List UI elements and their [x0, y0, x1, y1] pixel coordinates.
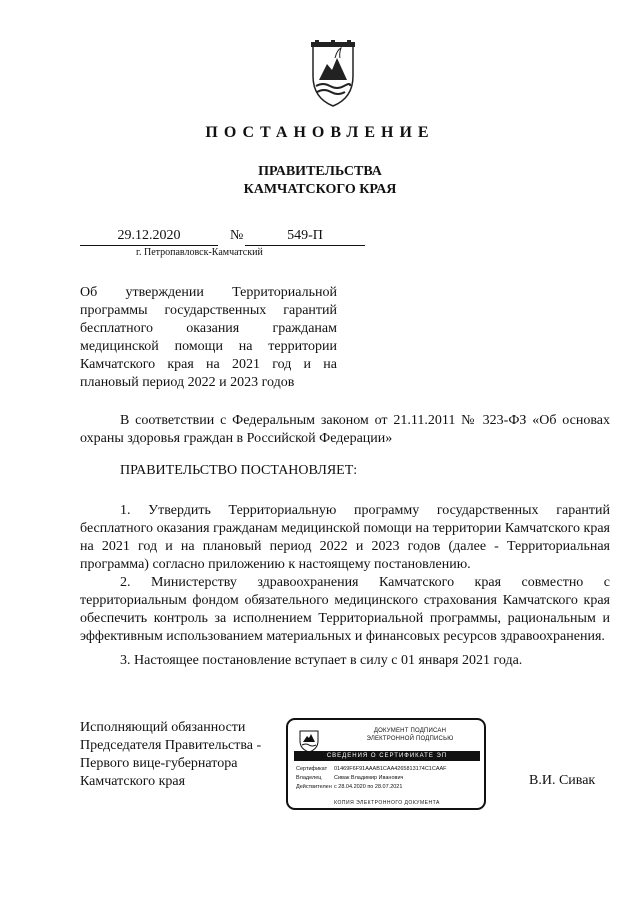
clause-1-paragraph: 1. Утвердить Территориальную программу государственных гарантий бесплатного оказания гражданам медицинской помощи на территории Камчатского края на 2021 год и на плановый период 2022 и 2023 годов (далее - Территориальная программа) согласно приложению к настоящему постановлению. [80, 503, 610, 572]
stamp-footer: КОПИЯ ЭЛЕКТРОННОГО ДОКУМЕНТА [334, 800, 440, 806]
stamp-header-line-1: ДОКУМЕНТ ПОДПИСАН [373, 728, 447, 734]
signatory-title-line-2: Председателя Правительства - [80, 738, 262, 753]
stamp-header-line-2: ЭЛЕКТРОННОЙ ПОДПИСЬЮ [366, 736, 454, 742]
signatory-title-line-4: Камчатского края [80, 774, 186, 789]
stamp-header [340, 727, 480, 743]
certificate-row [296, 766, 447, 773]
signatory-title-line-3: Первого вице-губернатора [80, 756, 238, 771]
owner-value: Сивак Владимир Иванович [334, 775, 404, 781]
document-subject: Об утверждении Территориальной программы государственных гарантий бесплатного оказания гражданам медицинской помощи на территории Камчатского края на 2021 год и на плановый период 2022 и 2023 годов [80, 285, 337, 390]
owner-row [296, 775, 403, 782]
issuer-line-2: КАМЧАТСКОГО КРАЯ [243, 182, 397, 197]
document-number: 549-П [245, 228, 365, 246]
issue-place: г. Петропавловск-Камчатский [136, 247, 263, 258]
certificate-label: Сертификат [296, 766, 328, 772]
certificate-info-bar: СВЕДЕНИЯ О СЕРТИФИКАТЕ ЭП [294, 751, 480, 761]
certificate-value: 01469F6F91AAAB1CAA4265813174C1CAAF [334, 766, 447, 772]
coat-of-arms-icon [297, 40, 369, 112]
issuer-heading [0, 163, 640, 199]
decree-heading: ПРАВИТЕЛЬСТВО ПОСТАНОВЛЯЕТ: [120, 463, 358, 478]
preamble-paragraph: В соответствии с Федеральным законом от 21.11.2011 № 323-ФЗ «Об основах охраны здоровья граждан в Российской Федерации» [80, 413, 610, 446]
issuer-line-1: ПРАВИТЕЛЬСТВА [258, 164, 382, 179]
clause-3-paragraph: 3. Настоящее постановление вступает в силу с 01 января 2021 года. [120, 653, 523, 668]
signatory-name: В.И. Сивак [529, 773, 596, 788]
document-date: 29.12.2020 [80, 228, 218, 246]
document-type-heading: ПОСТАНОВЛЕНИЕ [205, 124, 435, 141]
validity-row [296, 784, 402, 791]
electronic-signature-stamp [286, 718, 486, 810]
validity-label: Действителен [296, 784, 332, 790]
signatory-title-line-1: Исполняющий обязанности [80, 720, 246, 735]
owner-label: Владелец [296, 775, 322, 781]
signatory-title [80, 719, 269, 791]
number-sign: № [230, 228, 244, 243]
clause-2-paragraph: 2. Министерству здравоохранения Камчатского края совместно с территориальным фондом обязательного медицинского страхования Камчатского края обеспечить контроль за исполнением Территориальной программы, рациональным и эффективным использованием материальных и финансовых ресурсов здравоохранения. [80, 575, 610, 644]
validity-value: с 28.04.2020 по 28.07.2021 [334, 784, 403, 790]
